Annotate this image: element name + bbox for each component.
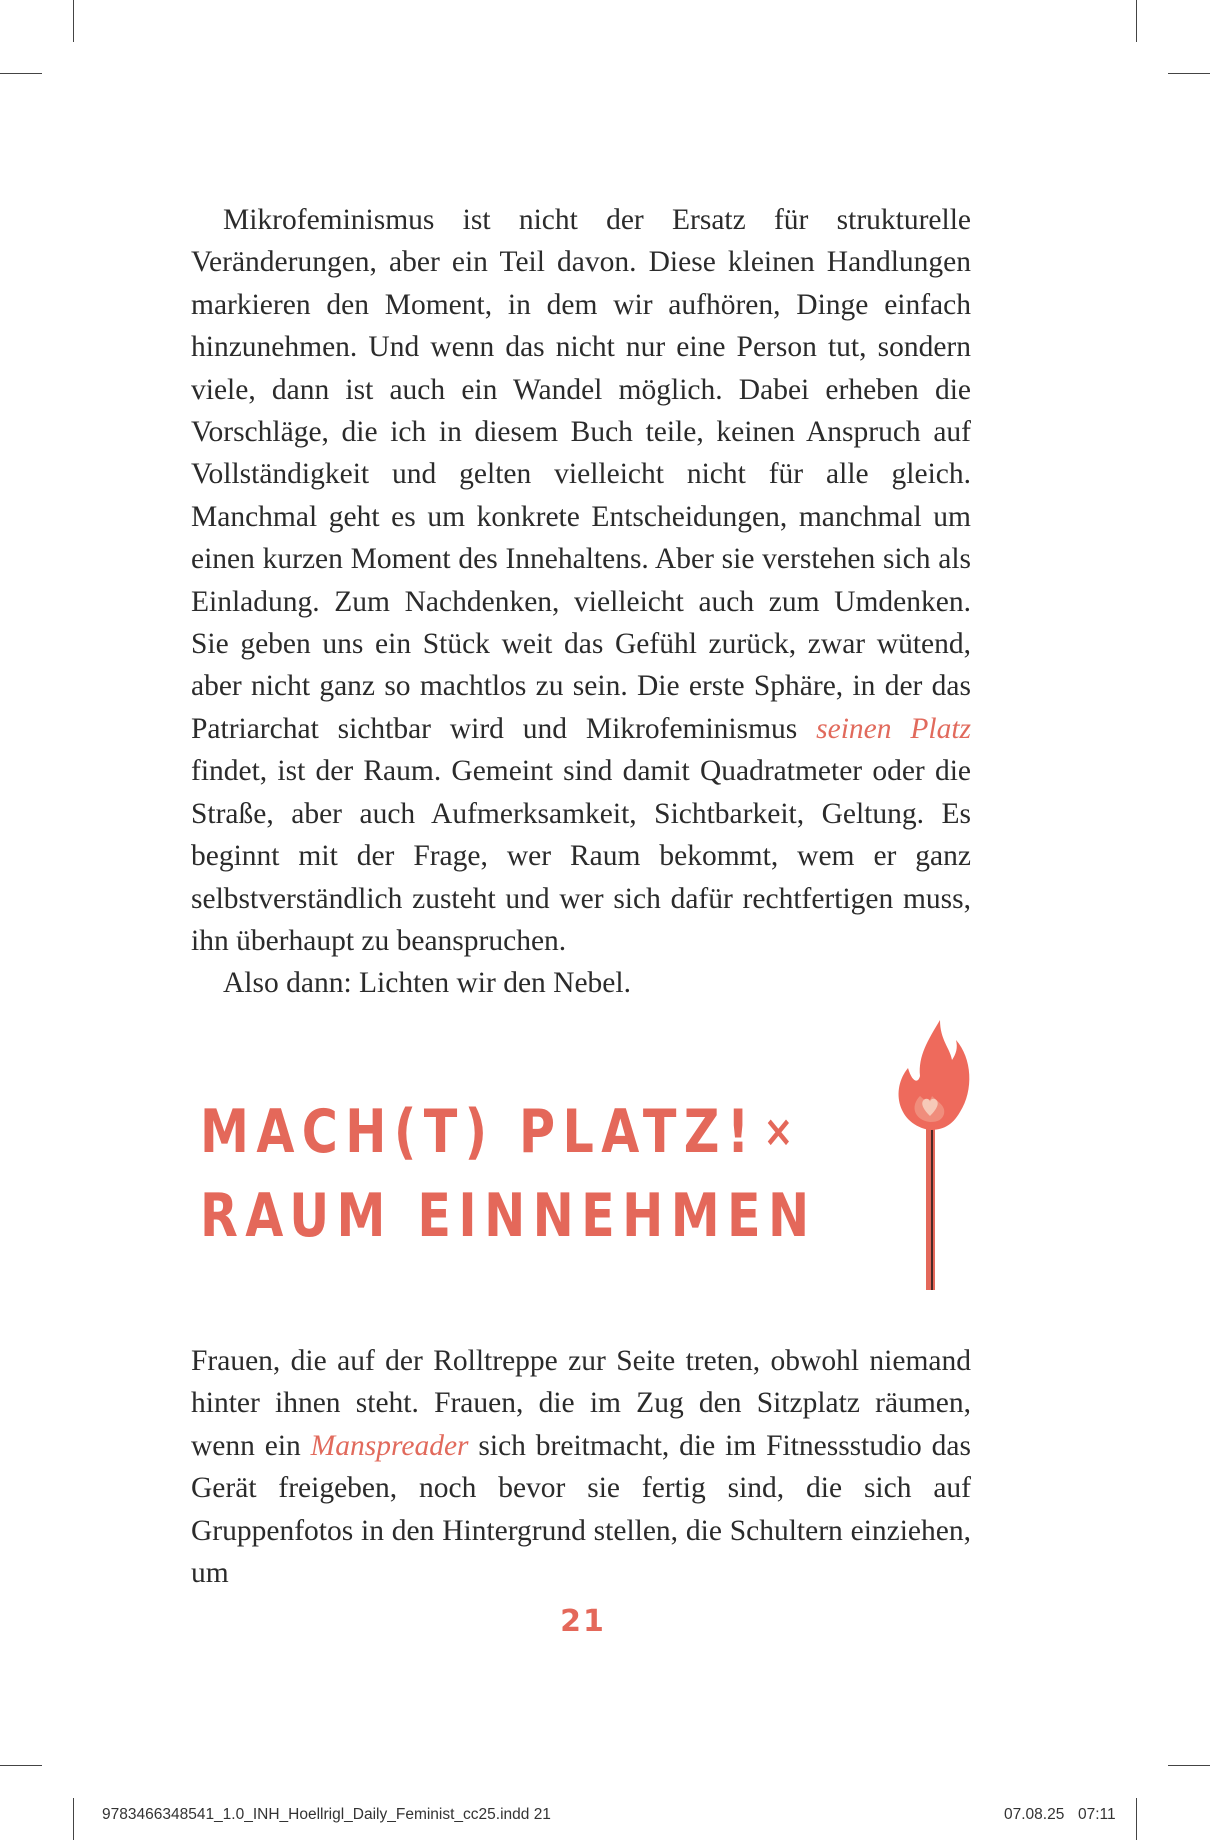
crop-mark-top-left (73, 0, 74, 42)
slug-file-info: 9783466348541_1.0_INH_Hoellrigl_Daily_Feminist_cc25.indd 21 (102, 1806, 551, 1823)
chapter-heading-line2: RAUM EINNEHMEN (200, 1181, 817, 1251)
slug-date: 07.08.25 (1004, 1806, 1065, 1823)
cross-separator-icon: × (763, 1106, 801, 1157)
crop-mark-bottom-right-h (1168, 1765, 1210, 1766)
chapter-heading-line1 (200, 1090, 817, 1174)
intro-text-block (191, 199, 971, 1005)
intro-text-part1: Mikrofeminismus ist nicht der Ersatz für strukturelle Veränderungen, aber ein Teil davon. Diese kleinen Handlungen markieren den Moment, in dem wir aufhören, Dinge einfach hinzunehmen. Und wenn das nicht nur eine Person tut, sondern viele, dann ist auch ein Wandel möglich. Dabei erheben die Vorschläge, die ich in diesem Buch teile, keinen Anspruch auf Vollständigkeit und gelten vielleicht nicht für alle gleich. Manchmal geht es um konkrete Entscheidungen, manchmal um einen kurzen Moment des Innehaltens. Aber sie verstehen sich als Einladung. Zum Nachdenken, vielleicht auch zum Umdenken. Sie geben uns ein Stück weit das Gefühl zurück, zwar wütend, aber nicht ganz so machtlos zu sein. Die erste Sphäre, in der das Patriarchat sichtbar wird und Mikrofeminismus (191, 204, 971, 745)
crop-mark-bottom-left-h (0, 1765, 42, 1766)
slug-time: 07:11 (1078, 1806, 1116, 1823)
crop-mark-bottom-right (1136, 1798, 1137, 1840)
closing-line: Also dann: Lichten wir den Nebel. (223, 967, 631, 1000)
highlight-link-manspreader[interactable]: Manspreader (310, 1429, 469, 1462)
chapter-text-block (191, 1340, 971, 1594)
burning-match-icon (890, 1010, 990, 1290)
chapter-title: MACH(T) PLATZ! (200, 1097, 757, 1167)
intro-paragraph (191, 199, 971, 962)
page-number: 21 (560, 1604, 606, 1639)
crop-mark-bottom-left (73, 1798, 74, 1840)
crop-mark-top-left-h (0, 73, 42, 74)
intro-text-part2: findet, ist der Raum. Gemeint sind damit Quadratmeter oder die Straße, aber auch Aufmerksamkeit, Sichtbarkeit, Geltung. Es beginnt mit der Frage, wer Raum bekommt, wem er ganz selbstverständlich zusteht und wer sich dafür rechtfertigen muss, ihn überhaupt zu beanspruchen. (191, 755, 971, 957)
chapter-text-part1: Frauen, die auf der Rolltreppe zur Seite treten, obwohl niemand hinter ihnen steht. Frauen, die im Zug den Sitzplatz räumen, wenn ein (191, 1345, 971, 1462)
match-stick (926, 1110, 935, 1290)
highlight-link-seinen-platz[interactable]: seinen Platz (816, 712, 971, 745)
crop-mark-top-right-h (1168, 73, 1210, 74)
chapter-paragraph (191, 1340, 971, 1594)
chapter-text-part2: sich breitmacht, die im Fitnessstudio das Gerät freigeben, noch bevor sie fertig sind, die sich auf Gruppenfotos in den Hintergrund stellen, die Schultern einziehen, um (191, 1429, 971, 1590)
crop-mark-top-right (1136, 0, 1137, 42)
chapter-heading (200, 1090, 817, 1258)
